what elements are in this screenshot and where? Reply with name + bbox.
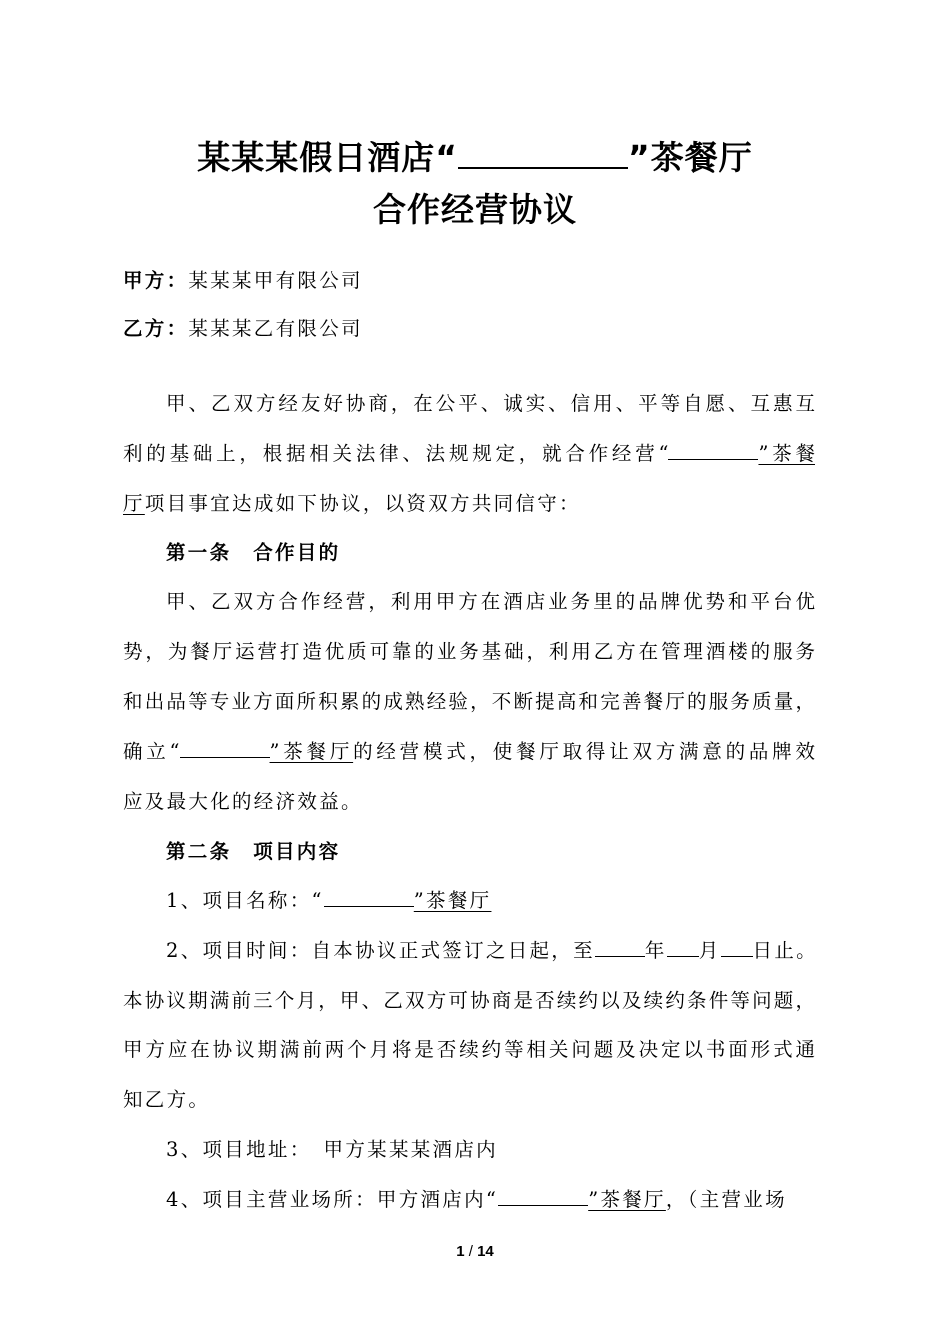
party-a-label: 甲方： [123, 269, 189, 292]
article-2-item-1 [166, 885, 491, 913]
page-separator: / [464, 1243, 478, 1260]
article-text: 月 [698, 939, 721, 962]
party-a [123, 265, 363, 293]
preamble-text: 项目事宜达成如下协议，以资双方共同信守： [144, 492, 581, 515]
party-a-name: 某某某甲有限公司 [188, 269, 363, 292]
article-text: ”茶餐厅 [269, 740, 354, 763]
party-b-label: 乙方： [123, 317, 189, 340]
item-1-underlined-name [324, 889, 492, 912]
preamble-text: ”茶餐 [758, 442, 815, 465]
document-title-line1 [0, 132, 950, 179]
title-suffix: ”茶餐厅 [628, 138, 753, 177]
article-text: 2、项目时间：自本协议正式签订之日起，至 [166, 939, 595, 962]
article-2-item-3: 3、项目地址： 甲方某某某酒店内 [166, 1138, 498, 1161]
article-text: ”茶餐厅 [413, 889, 492, 912]
article-2-item-4 [166, 1184, 787, 1212]
article-text: 确立“ [123, 740, 180, 763]
article-text: 年 [644, 939, 667, 962]
party-b-name: 某某某乙有限公司 [188, 317, 363, 340]
article-text: ”茶餐厅 [588, 1188, 666, 1211]
article-1-line-1: 甲、乙双方合作经营，利用甲方在酒店业务里的品牌优势和平台优 [166, 590, 815, 613]
article-1-heading: 第一条 合作目的 [166, 541, 341, 564]
party-b [123, 313, 363, 341]
current-page: 1 [456, 1243, 465, 1260]
preamble-line-2 [123, 438, 815, 466]
article-1-line-3: 和出品等专业方面所积累的成熟经验，不断提高和完善餐厅的服务质量， [123, 690, 815, 713]
preamble-underlined-name [668, 442, 815, 465]
year-blank [595, 938, 645, 957]
article-text: 日止。 [752, 939, 818, 962]
title-blank [458, 137, 628, 169]
page-number-footer [0, 1243, 950, 1260]
article-text: 的经营模式，使餐厅取得让双方满意的品牌效 [353, 740, 815, 763]
blank-field [498, 1187, 588, 1206]
title-prefix: 某某某假日酒店“ [197, 138, 458, 177]
article-text: 4、项目主营业场所：甲方酒店内“ [166, 1188, 499, 1211]
preamble-line-3 [123, 488, 581, 516]
article-2-item-2-line-2: 本协议期满前三个月，甲、乙双方可协商是否续约以及续约条件等问题， [123, 989, 815, 1012]
preamble-line-1: 甲、乙双方经友好协商，在公平、诚实、信用、平等自愿、互惠互 [166, 392, 815, 415]
preamble-text: 利的基础上，根据相关法律、法规规定，就合作经营“ [123, 442, 669, 465]
preamble-underlined-text: 厅 [123, 492, 145, 515]
article-2-item-2-line-3: 甲方应在协议期满前两个月将是否续约等相关问题及决定以书面形式通 [123, 1038, 815, 1061]
article-1-line-4 [123, 736, 815, 764]
article-text: 1、项目名称：“ [166, 889, 324, 912]
article-1-line-5: 应及最大化的经济效益。 [123, 790, 363, 813]
article-2-item-2-line-4: 知乙方。 [123, 1088, 211, 1111]
article-2-heading: 第二条 项目内容 [166, 840, 341, 863]
article-1-underlined-name [180, 740, 354, 763]
month-blank [667, 938, 699, 957]
article-1-line-2: 势，为餐厅运营打造优质可靠的业务基础，利用乙方在管理酒楼的服务 [123, 640, 815, 663]
total-pages: 14 [477, 1243, 494, 1260]
article-2-item-2 [166, 935, 818, 963]
article-text: ，（主营业场 [665, 1188, 787, 1211]
blank-field [324, 888, 414, 907]
document-title-line2: 合作经营协议 [373, 190, 577, 229]
blank-field [668, 441, 758, 460]
blank-field [180, 739, 270, 758]
day-blank [721, 938, 753, 957]
item-4-underlined-name [498, 1188, 666, 1211]
